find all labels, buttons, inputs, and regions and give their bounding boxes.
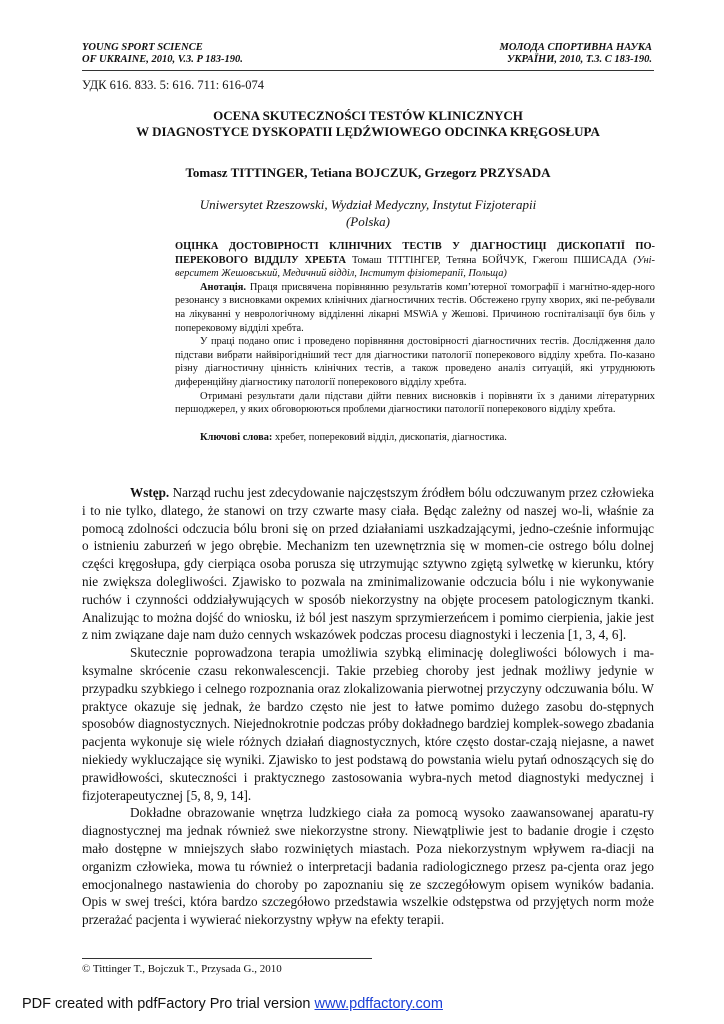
annotation-label: Анотація. [199, 281, 247, 293]
paper-title-line1: OCENA SKUTECZNOŚCI TESTÓW KLINICZNYCH [213, 108, 523, 123]
ukrainian-abstract [175, 240, 655, 444]
footnote-divider [82, 958, 372, 959]
udk-code: УДК 616. 833. 5: 616. 711: 616-074 [82, 78, 264, 92]
journal-header-left-line2: OF UKRAINE, 2010, V.3. P 183-190. [82, 54, 243, 65]
abstract-affiliation: (Уні-верситет Жешовський, Медичний відділ, Інститут фізіотерапії, Польща) [175, 254, 655, 280]
keywords [175, 431, 655, 445]
keywords-text: хребет, поперековий відділ, дископатія, діагностика. [272, 431, 507, 443]
header-divider [82, 70, 654, 71]
body-paragraph-2: Skutecznie poprowadzona terapia umożliwia szybką eliminację dolegliwości bólowych i ma-ksymalne skrócenie czasu rekonwalescencji. Takie przebieg choroby jest jednak możliwy jedynie w przypadku szybkiego i celnego rozpoznania oraz zlokalizowania pierwotnej przyczyny odczuwania bólu. W praktyce okazuje się jednak, że bardzo często nie jest to łatwe pomimo dużego zasobu do-stępnych sposobów diagnostycznych. Niejednokrotnie podczas próby dokładnego bardziej komplek-sowego zbadania pacjenta wykonuje się wiele różnych działań diagnostycznych, które często dostar-czają niejasne, a nawet niekiedy wykluczające się wyniki. Zjawisko to jest podstawą do powstania wielu pytań odnoszących się do prawidłowości, skuteczności i praktycznego zastosowania wybra-nych metod diagnostyki medycznej i fizjoterapeutycznej [5, 8, 9, 14]. [82, 645, 654, 803]
abstract-paragraph-1 [175, 281, 655, 335]
body-paragraph-3: Dokładne obrazowanie wnętrza ludzkiego ciała za pomocą wysoko zaawansowanej aparatu-ry diagnostycznej ma jednak również swe niekorzystne strony. Niewątpliwie jest to badanie drogie i często mało dostępne w mniejszych słabo rozwiniętych miastach. Poza niekorzystnym wpływem ra-diacji na organizm człowieka, mowa tu również o interpretacji badania radiologicznego przesz pa-cjenta oraz jego emocjonalnego nastawienia do choroby po zapoznaniu się ze szczegółowym opisem wyników badania. Opis w swej treści, która bardzo szczegółowo przedstawia wszelkie odstępstwa od przyjętych norm może przerażać pacjenta i wywierać niekorzystny wpływ na efekty terapii. [82, 805, 654, 928]
abstract-heading [175, 240, 655, 281]
authors: Tomasz TITTINGER, Tetiana BOJCZUK, Grzegorz PRZYSADA [185, 165, 551, 180]
abstract-title-part1: ОЦІНКА ДОСТОВІРНОСТІ КЛІНІЧНИХ ТЕСТІВ У ДІАГНОСТИЦІ ДИСКОПАТІЇ ПО- [175, 241, 655, 252]
body-paragraph-1 [82, 484, 654, 644]
affiliation [82, 196, 654, 230]
body-p1-text: Narząd ruchu jest zdecydowanie najczęstszym źródłem bólu odczuwanym przez człowieka i to nie tylko, dlatego, że stanowi on trzy czwarte masy ciała. Będąc zależny od naszej wo-li, właśnie za pomocą zdolności odczucia bólu broni się on przed działaniami uszkadzającymi, jedno-cześnie informując o istnieniu zaburzeń w jego obrębie. Mechanizm ten uzewnętrznia się w momen-cie ostrego bólu dolnej części kręgosłupa, gdy cierpiąca osoba porusza się utrzymując sztywno zgiętą sylwetkę w kierunku, który nie zwiększa dolegliwości. Zjawisko to pozwala na zminimalizowanie odczucia bólu i nie wykonywanie ruchów i czynności oddziaływujących w sposób niekorzystny na objęte procesem patologicznym tkanki. Analizując to można dojść do wniosku, iż ból jest naszym sprzymierzeńcem i pomimo cierpienia, jakie jest z nim związane daje nam dużo cennych wskazówek podczas procesu diagnostyki i leczenia [1, 3, 4, 6]. [82, 485, 654, 643]
pdf-creator-banner [22, 996, 443, 1012]
paper-title [82, 108, 654, 140]
copyright-footnote: © Tittinger T., Bojczuk T., Przysada G., 2010 [82, 963, 282, 975]
article-body [82, 484, 654, 929]
abstract-authors: Томаш ТІТТІНГЕР, Тетяна БОЙЧУК, Гжегош ПШИСАДА [346, 254, 634, 266]
abstract-paragraph-2: У праці подано опис і проведено порівняння достовірності діагностичних тестів. Дослідження дало підстави вибрати найвірогідніший тест для діагностики патології поперекового відділу хребта. По-казано різну діагностичну цінність клінічних тестів, а також проведено аналіз ситуацій, які утруднюють диференційну діагностику патології поперекового відділу хребта. [175, 336, 655, 388]
pdffactory-link[interactable]: www.pdffactory.com [314, 996, 443, 1012]
pdf-banner-text: PDF created with pdfFactory Pro trial version [22, 996, 315, 1012]
journal-header-left-line1: YOUNG SPORT SCIENCE [82, 42, 203, 53]
abstract-title-part2: ПЕРЕКОВОГО ВІДДІЛУ ХРЕБТА [175, 254, 347, 266]
affiliation-line2: (Polska) [345, 214, 391, 229]
journal-header-right-line1: МОЛОДА СПОРТИВНА НАУКА [499, 42, 652, 53]
abstract-paragraph-3: Отримані результати дали підстави дійти певних висновків і порівняти їх з даними літературних першоджерел, у яких обговорюються проблеми діагностики патології поперекового відділу хребта. [175, 390, 655, 416]
journal-header-left [82, 42, 243, 66]
affiliation-line1: Uniwersytet Rzeszowski, Wydział Medyczny, Instytut Fizjoterapii [199, 197, 537, 212]
paper-title-line2: W DIAGNOSTYCE DYSKOPATII LĘDŹWIOWEGO ODCINKA KRĘGOSŁUPA [136, 124, 600, 139]
abstract-p1-text: Праця присвячена порівнянню результатів комп’ютерної томографії і магнітно-ядер-ного резонансу з висновками окремих клінічних діагностичних тестів. Обстежено групу хворих, які пе-ребували на лікуванні у неврологічному відділенні лікарні MSWiA у Жешові. Причиною госпіталізації був біль у поперековому відділі хребта. [175, 281, 655, 334]
intro-label: Wstęp. [130, 485, 170, 500]
journal-header-right-line2: УКРАЇНИ, 2010, Т.3. С 183-190. [507, 54, 652, 65]
keywords-label: Ключові слова: [199, 431, 273, 443]
journal-header-right [500, 42, 652, 66]
